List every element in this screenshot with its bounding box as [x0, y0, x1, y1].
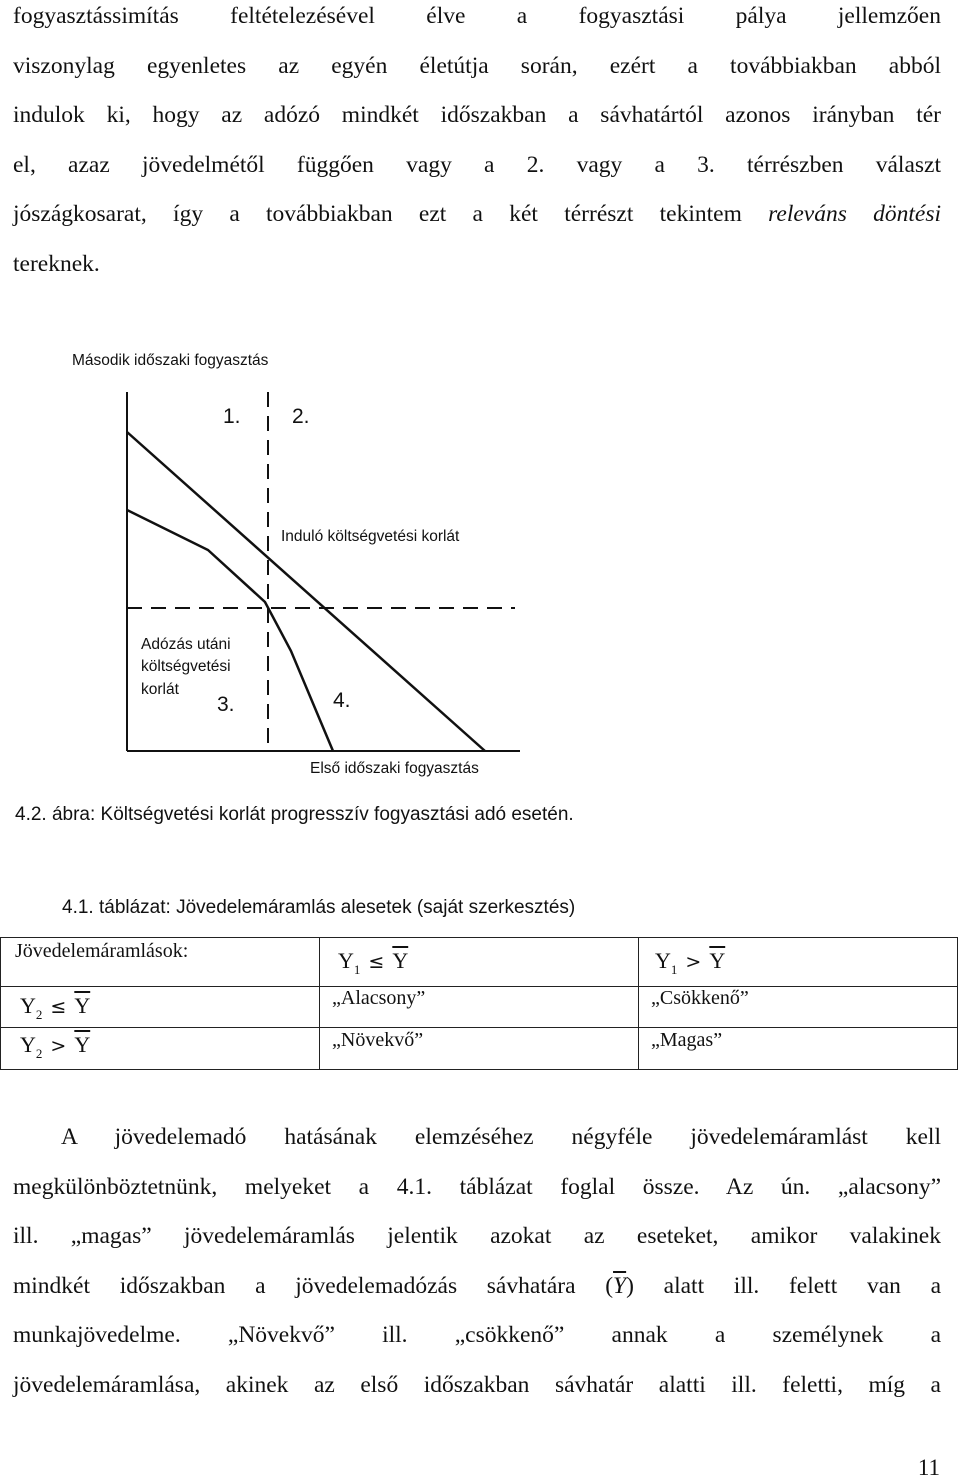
- text-line: indulok ki, hogy az adózó mindkét időszakban a sávhatártól azonos irányban tér: [13, 102, 941, 129]
- threshold-symbol: $\overline{Y}$: [613, 1272, 627, 1299]
- after-tax-constraint-label: Adózás utáni: [141, 636, 231, 653]
- table-row: [1, 987, 958, 1028]
- symbol-y: Y: [20, 1032, 36, 1057]
- x-axis-label: Első időszaki fogyasztás: [310, 760, 479, 777]
- subscript: 1: [670, 962, 678, 977]
- symbol-y: Y: [655, 948, 671, 973]
- y-axis-label: Második időszaki fogyasztás: [72, 352, 269, 369]
- symbol-y-bar: $\overline{Y}$: [74, 1032, 91, 1057]
- paragraph-bottom: [13, 1113, 941, 1411]
- relation-symbol: ≤: [368, 951, 385, 973]
- cell-decreasing: „Csökkenő”: [651, 987, 749, 1009]
- condition-y1-leq: [338, 948, 408, 978]
- text-fragment: ) alatt ill. felett van a: [626, 1272, 942, 1299]
- italic-term: releváns döntési: [768, 201, 941, 228]
- column-header-cell: [639, 938, 958, 987]
- column-header-cell: [320, 938, 639, 987]
- text-line: munkajövedelme. „Növekvő” ill. „csökkenő” annak a személynek a: [13, 1322, 941, 1349]
- text-line: megkülönböztetnünk, melyeket a 4.1. táblázat foglal össze. Az ún. „alacsony”: [13, 1173, 941, 1200]
- text-line: ill. „magas” jövedelemáramlás jelentik azokat az eseteket, amikor valakinek: [13, 1223, 941, 1250]
- text-line: fogyasztássimítás feltételezésével élve a fogyasztási pálya jellemzően: [13, 3, 941, 29]
- paragraph-top: [13, 0, 941, 290]
- symbol-y-bar: $\overline{Y}$: [709, 948, 726, 973]
- text-line: tereknek.: [13, 250, 100, 277]
- symbol-y-bar: $\overline{Y}$: [74, 993, 91, 1018]
- text-fragment: jószágkosarat, így a továbbiakban ezt a két térrészt tekintem: [13, 201, 769, 228]
- text-fragment: mindkét időszakban a jövedelemadózás sávhatára (: [13, 1272, 614, 1299]
- table-cell: [320, 1028, 639, 1070]
- row-header-cell: [1, 1028, 320, 1070]
- text-line: jövedelemáramlása, akinek az első időszakban sávhatár alatti ill. feletti, míg a: [13, 1371, 941, 1398]
- row-header-cell: [1, 987, 320, 1028]
- text-line: [13, 190, 941, 240]
- initial-budget-line: [127, 432, 485, 751]
- table-cell: [639, 1028, 958, 1070]
- table-cell: [639, 987, 958, 1028]
- text-line: A jövedelemadó hatásának elemzéséhez négyféle jövedelemáramlást kell: [61, 1124, 941, 1150]
- cell-low: „Alacsony”: [332, 987, 426, 1009]
- subscript: 2: [35, 1007, 43, 1022]
- subscript: 1: [353, 962, 361, 977]
- relation-symbol: >: [50, 1035, 67, 1057]
- region-2-label: 2.: [292, 405, 310, 428]
- symbol-y-bar: $\overline{Y}$: [392, 948, 409, 973]
- after-tax-constraint-label: költségvetési: [141, 658, 231, 675]
- page-number: 11: [917, 1455, 940, 1480]
- cell-high: „Magas”: [651, 1029, 723, 1051]
- table-row: [1, 1028, 958, 1070]
- symbol-y: Y: [20, 993, 36, 1018]
- table-cell: [320, 987, 639, 1028]
- budget-constraint-figure: [70, 340, 530, 790]
- region-3-label: 3.: [217, 693, 235, 716]
- cell-increasing: „Növekvő”: [332, 1029, 424, 1051]
- table-caption: 4.1. táblázat: Jövedelemáramlás alesetek (saját szerkesztés): [62, 897, 576, 918]
- table-corner-cell: [1, 938, 320, 987]
- condition-y1-gt: [655, 948, 725, 978]
- relation-symbol: ≤: [50, 996, 67, 1018]
- region-4-label: 4.: [333, 689, 351, 712]
- subscript: 2: [35, 1046, 43, 1061]
- condition-y2-gt: [20, 1032, 90, 1062]
- text-line: viszonylag egyenletes az egyén életútja során, ezért a továbbiakban abból: [13, 52, 941, 79]
- region-1-label: 1.: [223, 405, 241, 428]
- table-row: [1, 938, 958, 987]
- text-line: [13, 1262, 941, 1312]
- initial-constraint-label: Induló költségvetési korlát: [281, 528, 460, 545]
- figure-caption: 4.2. ábra: Költségvetési korlát progresszív fogyasztási adó esetén.: [15, 804, 574, 825]
- condition-y2-leq: [20, 993, 90, 1023]
- income-flow-table: [0, 937, 958, 1070]
- corner-label: Jövedelemáramlások:: [15, 940, 189, 962]
- symbol-y: Y: [338, 948, 354, 973]
- text-line: el, azaz jövedelmétől függően vagy a 2. vagy a 3. térrészben választ: [13, 151, 941, 178]
- relation-symbol: >: [685, 951, 702, 973]
- after-tax-constraint-label: korlát: [141, 681, 179, 698]
